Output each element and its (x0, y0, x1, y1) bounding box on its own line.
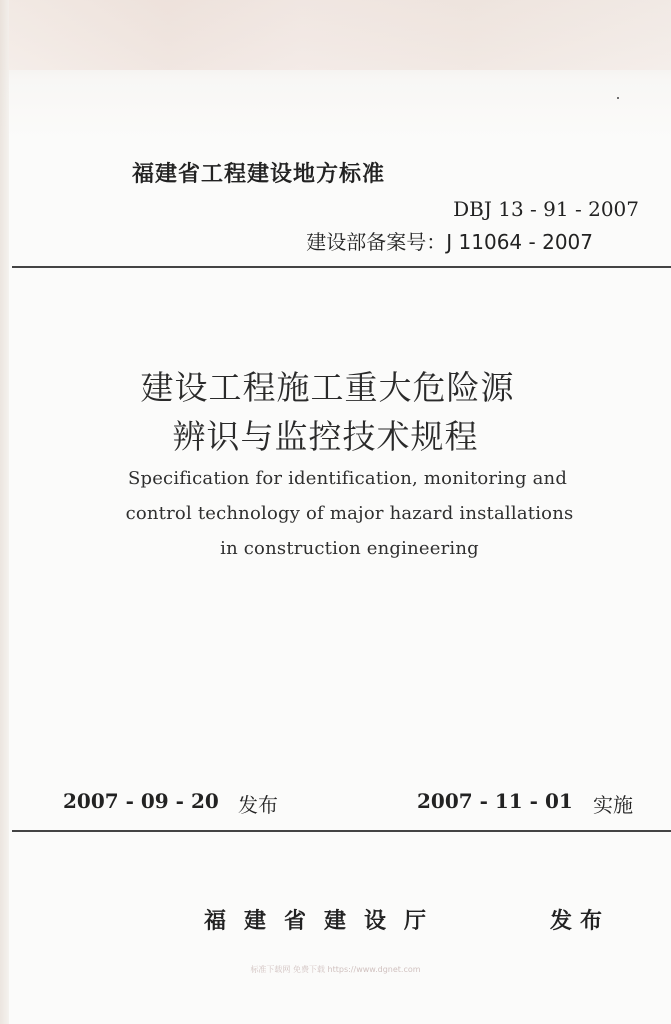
title-en-line-1: Specification for identification, monitoring and (127, 468, 568, 489)
org-title: 福建省工程建设地方标准 (132, 162, 386, 187)
issuer-name: 福建省建设厅 (204, 909, 445, 934)
effective-date: 2007 - 11 - 01 (417, 789, 573, 813)
scan-dot (617, 97, 619, 99)
footer-note: 标准下载网 免费下载 https://www.dgnet.com (250, 965, 421, 974)
top-rule (12, 266, 671, 268)
title-en-line-2: control technology of major hazard installations (125, 503, 574, 524)
bottom-rule (12, 830, 671, 832)
effective-label: 实施 (593, 793, 633, 817)
scan-top-stripe (0, 0, 671, 70)
title-en-line-3: in construction engineering (220, 538, 479, 559)
title-zh-line-1: 建设工程施工重大危险源 (140, 368, 515, 407)
record-number: 建设部备案号：J 11064 - 2007 (306, 230, 593, 254)
standard-code: DBJ 13 - 91 - 2007 (453, 197, 639, 221)
issuer-action: 发布 (550, 909, 611, 934)
scan-left-edge (0, 0, 9, 1024)
publish-label: 发布 (238, 793, 278, 817)
publish-date: 2007 - 09 - 20 (63, 789, 219, 813)
title-zh-line-2: 辨识与监控技术规程 (172, 417, 479, 456)
